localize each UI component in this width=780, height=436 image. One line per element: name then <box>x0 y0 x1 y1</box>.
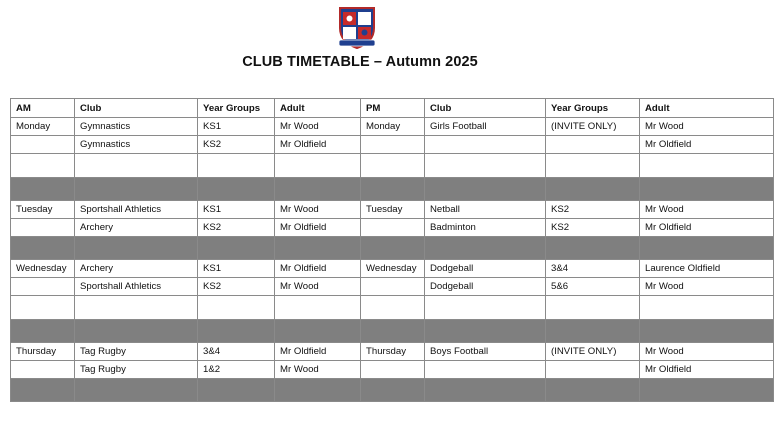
column-header: Club <box>75 99 198 118</box>
table-cell: Badminton <box>425 219 546 237</box>
table-header-row <box>11 99 774 118</box>
table-cell: Archery <box>75 260 198 278</box>
table-cell: KS1 <box>198 201 275 219</box>
table-cell <box>275 296 361 320</box>
table-cell <box>11 361 75 379</box>
table-cell <box>546 379 640 402</box>
table-cell: Mr Oldfield <box>640 136 774 154</box>
table-cell: Tag Rugby <box>75 361 198 379</box>
table-cell: KS2 <box>198 219 275 237</box>
table-cell: KS1 <box>198 260 275 278</box>
table-cell: Dodgeball <box>425 278 546 296</box>
column-header: PM <box>361 99 425 118</box>
table-cell <box>361 361 425 379</box>
table-cell <box>275 178 361 201</box>
table-row <box>11 136 774 154</box>
separator-row <box>11 178 774 201</box>
table-cell: Wednesday <box>11 260 75 278</box>
table-cell: Tuesday <box>361 201 425 219</box>
table-cell <box>275 154 361 178</box>
table-cell <box>546 136 640 154</box>
table-cell: Mr Wood <box>640 278 774 296</box>
table-cell: 1&2 <box>198 361 275 379</box>
table-cell <box>361 237 425 260</box>
table-cell: Gymnastics <box>75 136 198 154</box>
table-cell <box>75 379 198 402</box>
table-cell: Boys Football <box>425 343 546 361</box>
table-cell: Dodgeball <box>425 260 546 278</box>
table-cell <box>425 320 546 343</box>
table-cell <box>75 154 198 178</box>
table-cell <box>75 296 198 320</box>
table-cell <box>546 361 640 379</box>
table-cell: Gymnastics <box>75 118 198 136</box>
table-cell: Sportshall Athletics <box>75 201 198 219</box>
table-cell: Thursday <box>361 343 425 361</box>
table-cell: Mr Wood <box>640 343 774 361</box>
table-cell <box>198 379 275 402</box>
table-cell: Wednesday <box>361 260 425 278</box>
separator-row <box>11 320 774 343</box>
table-cell <box>275 379 361 402</box>
table-row <box>11 219 774 237</box>
table-cell <box>275 237 361 260</box>
table-cell: Netball <box>425 201 546 219</box>
table-cell <box>198 154 275 178</box>
table-cell <box>425 379 546 402</box>
table-cell <box>425 154 546 178</box>
table-row <box>11 260 774 278</box>
table-cell: Thursday <box>11 343 75 361</box>
table-cell <box>640 154 774 178</box>
table-cell: Mr Oldfield <box>275 219 361 237</box>
table-cell: Mr Wood <box>640 201 774 219</box>
table-cell <box>11 237 75 260</box>
table-cell: Mr Wood <box>275 361 361 379</box>
table-cell <box>425 178 546 201</box>
table-cell: 3&4 <box>198 343 275 361</box>
table-cell <box>546 237 640 260</box>
table-cell <box>361 136 425 154</box>
separator-row <box>11 379 774 402</box>
table-cell: Monday <box>361 118 425 136</box>
table-cell: 5&6 <box>546 278 640 296</box>
table-row <box>11 118 774 136</box>
table-cell: Sportshall Athletics <box>75 278 198 296</box>
table-cell <box>546 154 640 178</box>
table-cell <box>425 136 546 154</box>
table-cell <box>11 154 75 178</box>
table-cell <box>640 320 774 343</box>
table-row <box>11 343 774 361</box>
table-cell: Tag Rugby <box>75 343 198 361</box>
table-cell: Mr Oldfield <box>275 136 361 154</box>
table-cell: KS2 <box>198 136 275 154</box>
table-cell <box>361 379 425 402</box>
table-cell: Mr Wood <box>275 278 361 296</box>
table-cell <box>361 154 425 178</box>
table-cell <box>75 237 198 260</box>
table-cell <box>640 379 774 402</box>
table-cell <box>198 178 275 201</box>
table-cell: Laurence Oldfield <box>640 260 774 278</box>
table-cell <box>425 296 546 320</box>
table-cell <box>546 320 640 343</box>
table-cell: Mr Oldfield <box>640 219 774 237</box>
table-cell: Archery <box>75 219 198 237</box>
table-cell: KS2 <box>198 278 275 296</box>
table-cell <box>640 296 774 320</box>
table-cell <box>198 320 275 343</box>
table-cell <box>361 178 425 201</box>
table-cell <box>11 296 75 320</box>
page-title: CLUB TIMETABLE – Autumn 2025 <box>242 54 478 70</box>
table-cell: (INVITE ONLY) <box>546 118 640 136</box>
table-cell: KS2 <box>546 219 640 237</box>
table-cell <box>361 278 425 296</box>
school-crest-icon <box>334 4 380 50</box>
table-cell <box>11 219 75 237</box>
table-cell <box>425 361 546 379</box>
table-cell: KS1 <box>198 118 275 136</box>
table-cell <box>11 379 75 402</box>
table-cell: 3&4 <box>546 260 640 278</box>
table-cell <box>546 178 640 201</box>
table-row <box>11 296 774 320</box>
column-header: Year Groups <box>546 99 640 118</box>
column-header: Year Groups <box>198 99 275 118</box>
separator-row <box>11 237 774 260</box>
column-header: Adult <box>640 99 774 118</box>
table-row <box>11 361 774 379</box>
table-cell <box>11 136 75 154</box>
column-header: Club <box>425 99 546 118</box>
table-cell <box>546 296 640 320</box>
table-cell <box>361 219 425 237</box>
table-cell <box>198 237 275 260</box>
table-cell <box>11 178 75 201</box>
table-cell: Mr Wood <box>275 118 361 136</box>
table-cell <box>275 320 361 343</box>
table-cell: (INVITE ONLY) <box>546 343 640 361</box>
table-cell <box>361 320 425 343</box>
table-cell <box>640 178 774 201</box>
table-cell <box>198 296 275 320</box>
table-cell: Tuesday <box>11 201 75 219</box>
table-row <box>11 278 774 296</box>
column-header: Adult <box>275 99 361 118</box>
table-cell: Mr Oldfield <box>640 361 774 379</box>
table-cell <box>361 296 425 320</box>
club-timetable <box>10 98 774 402</box>
table-cell: Monday <box>11 118 75 136</box>
table-cell: Mr Wood <box>275 201 361 219</box>
table-cell: Girls Football <box>425 118 546 136</box>
table-row <box>11 201 774 219</box>
table-cell: KS2 <box>546 201 640 219</box>
table-row <box>11 154 774 178</box>
table-cell <box>425 237 546 260</box>
table-body <box>11 118 774 402</box>
table-cell <box>640 237 774 260</box>
table-cell: Mr Oldfield <box>275 343 361 361</box>
table-cell <box>75 178 198 201</box>
table-cell <box>75 320 198 343</box>
table-cell: Mr Wood <box>640 118 774 136</box>
table-cell <box>11 320 75 343</box>
table-cell: Mr Oldfield <box>275 260 361 278</box>
table-cell <box>11 278 75 296</box>
column-header: AM <box>11 99 75 118</box>
